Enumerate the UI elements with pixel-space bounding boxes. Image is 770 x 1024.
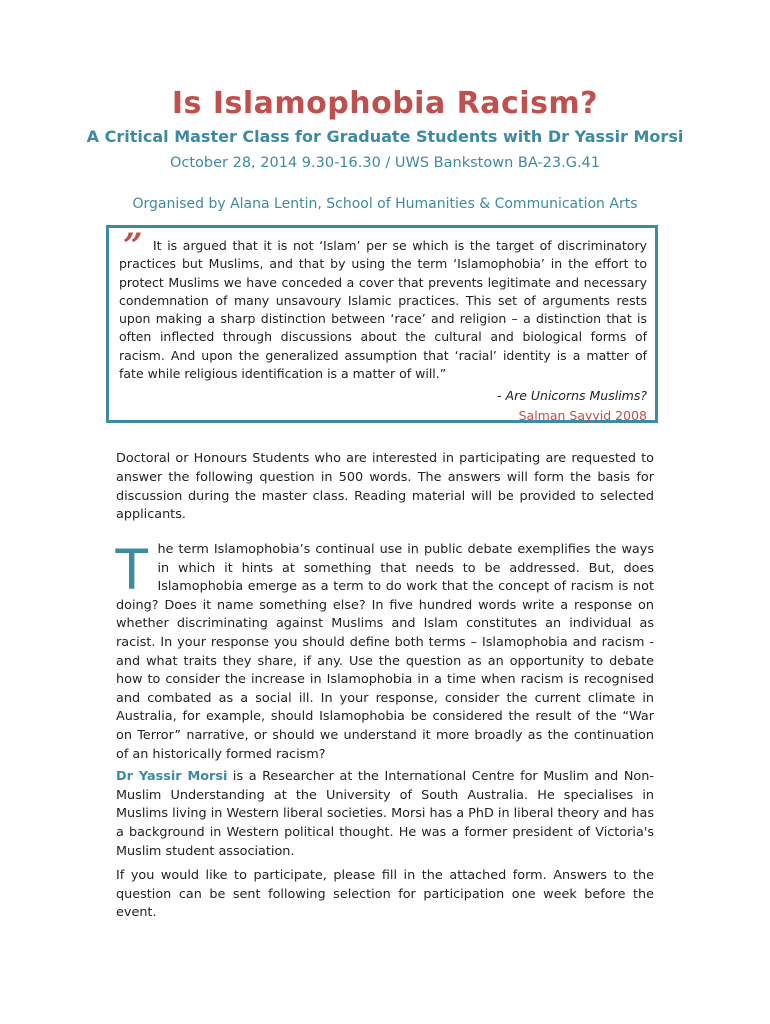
quote-text: It is argued that it is not ‘Islam’ per se which is the target of discriminatory practices but Muslims, and that by using the term ‘Islamophobia’ in the effort to protect Muslims we have conceded a cover that prevents legitimate and necessary condemnation of many unsavoury Islamic practices. This set of arguments rests upon making a sharp distinction between ‘race’ and religion – a distinction that is often inflected through discussions about the cultural and biological forms of racism. And upon the generalized assumption that ‘racial’ identity is a matter of fate while religious identification is a matter of will.” xyxy=(119,238,647,382)
page-title: Is Islamophobia Racism? xyxy=(171,86,599,121)
bio-name: Dr Yassir Morsi xyxy=(116,769,228,784)
quote-source: - Are Unicorns Muslims? xyxy=(497,388,647,404)
closing-paragraph: If you would like to participate, please fill in the attached form. Answers to the question can be sent following selection for participation one week before the event. xyxy=(116,868,654,921)
quote-box xyxy=(106,225,658,423)
bio-text: is a Researcher at the International Centre for Muslim and Non-Muslim Understanding at the University of South Australia. He specialises in Muslims living in Western liberal societies. Morsi has a PhD in liberal theory and has a background in Western political thought. He was a former president of Victoria's Muslim student association. xyxy=(116,769,654,859)
drop-cap: T xyxy=(114,537,150,602)
question-paragraph xyxy=(114,537,654,764)
intro-paragraph: Doctoral or Honours Students who are interested in participating are requested to answer the following question in 500 words. The answers will form the basis for discussion during the master class. Reading material will be provided to selected applicants. xyxy=(116,451,654,523)
date-venue: October 28, 2014 9.30-16.30 / UWS Bankstown BA-23.G.41 xyxy=(169,155,601,171)
organiser-line: Organised by Alana Lentin, School of Humanities & Communication Arts xyxy=(132,196,638,212)
page-subtitle: A Critical Master Class for Graduate Students with Dr Yassir Morsi xyxy=(86,127,684,146)
quote-mark-icon: ” xyxy=(123,226,143,266)
question-text: he term Islamophobia’s continual use in public debate exemplifies the ways in which it hints at something that needs to be addressed. But, does Islamophobia emerge as a term to do work that the concept of racism is not doing? Does it name something else? In five hundred words write a response on whether discriminating against Muslims and Islam constitutes an individual as racist. In your response you should define both terms – Islamophobia and racism - and what traits they share, if any. Use the question as an opportunity to debate how to consider the increase in Islamophobia in a time when racism is recognised and combated as a social ill. In your response, consider the current climate in Australia, for example, should Islamophobia be considered the result of the “War on Terror” narrative, or should we understand it more broadly as the continuation of an historically formed racism? xyxy=(116,542,654,762)
quote-author: Salman Sayyid 2008 xyxy=(518,408,647,424)
bio-paragraph xyxy=(116,768,654,862)
